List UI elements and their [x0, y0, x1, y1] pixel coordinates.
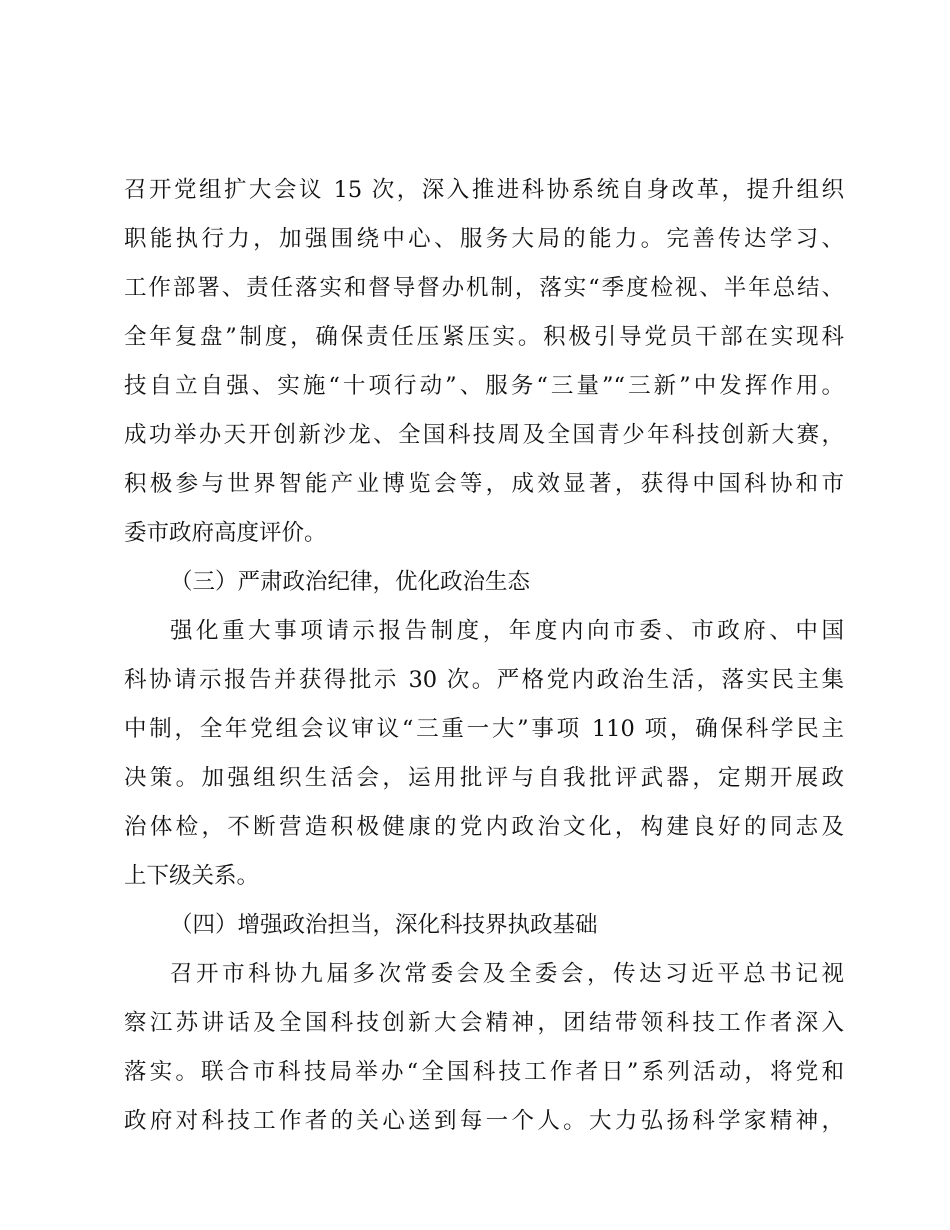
paragraph-line: 察江苏讲话及全国科技创新大会精神，团结带领科技工作者深入	[124, 1010, 844, 1036]
paragraph-line: 职能执行力，加强围绕中心、服务大局的能力。完善传达学习、	[124, 226, 844, 252]
paragraph-line: 落实。联合市科技局举办“全国科技工作者日”系列活动，将党和	[124, 1059, 844, 1085]
paragraph-line: 科协请示报告并获得批示 30 次。严格党内政治生活，落实民主集	[124, 667, 844, 693]
document-body	[124, 166, 844, 1146]
paragraph-first-line: 强化重大事项请示报告制度，年度内向市委、市政府、中国	[170, 618, 844, 644]
paragraph-line: 决策。加强组织生活会，运用批评与自我批评武器，定期开展政	[124, 765, 844, 791]
paragraph-first-line: 召开市科协九届多次常委会及全委会，传达习近平总书记视	[170, 961, 844, 987]
paragraph-line: 工作部署、责任落实和督导督办机制，落实“季度检视、半年总结、	[124, 275, 844, 301]
paragraph-line: 技自立自强、实施“十项行动”、服务“三量”“三新”中发挥作用。	[124, 373, 844, 399]
paragraph-line: 积极参与世界智能产业博览会等，成效显著，获得中国科协和市	[124, 471, 844, 497]
paragraph-line: 治体检，不断营造积极健康的党内政治文化，构建良好的同志及	[124, 814, 844, 840]
paragraph-line: 全年复盘”制度，确保责任压紧压实。积极引导党员干部在实现科	[124, 324, 844, 350]
section-heading: （三）严肃政治纪律，优化政治生态	[170, 569, 531, 595]
paragraph-last-line: 上下级关系。	[124, 863, 260, 889]
paragraph-line: 成功举办天开创新沙龙、全国科技周及全国青少年科技创新大赛，	[124, 422, 844, 448]
paragraph-last-line: 委市政府高度评价。	[124, 520, 327, 546]
section-heading: （四）增强政治担当，深化科技界执政基础	[170, 912, 598, 938]
paragraph-line: 政府对科技工作者的关心送到每一个人。大力弘扬科学家精神，	[124, 1108, 844, 1134]
paragraph-line: 中制，全年党组会议审议“三重一大”事项 110 项，确保科学民主	[124, 716, 844, 742]
paragraph-line: 召开党组扩大会议 15 次，深入推进科协系统自身改革，提升组织	[124, 177, 844, 203]
